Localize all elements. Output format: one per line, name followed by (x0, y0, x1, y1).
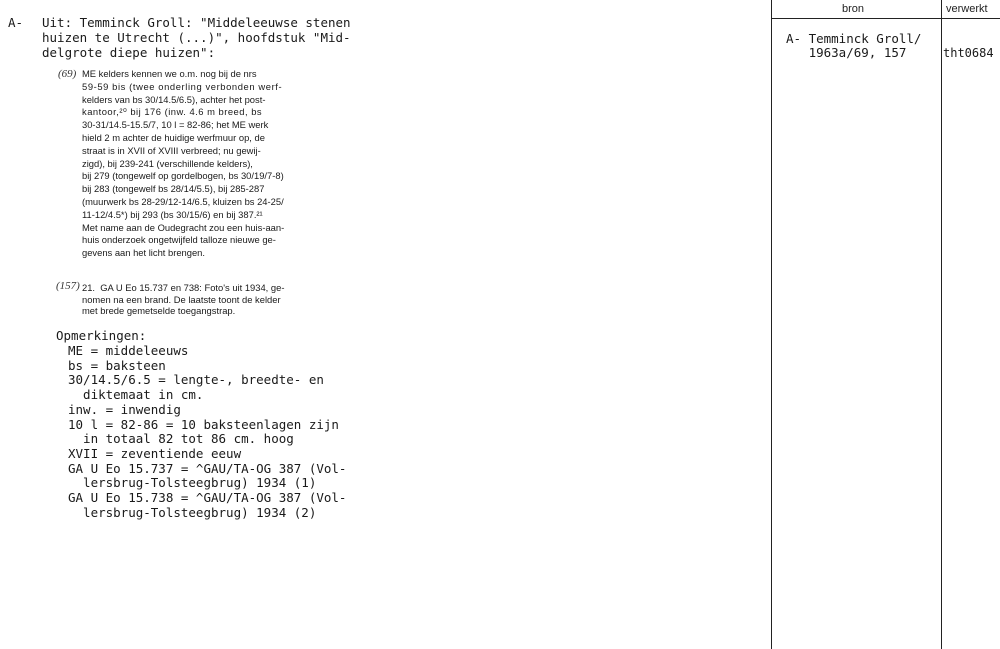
excerpt-line: bij 279 (tongewelf op gordelbogen, bs 30/19/7-8) (82, 170, 284, 182)
excerpt-line: hield 2 m achter de huidige werfmuur op, de (82, 132, 265, 143)
excerpt-line: kantoor,²⁰ bij 176 (inw. 4.6 m breed, bs (82, 106, 263, 118)
excerpt-line: ME kelders kennen we o.m. nog bij de nrs (82, 68, 257, 79)
source-marker: A- (8, 15, 24, 30)
excerpt-line: kelders van bs 30/14.5/6.5), achter het post- (82, 93, 266, 105)
excerpt-line: 59-59 bis (twee onderling verbonden werf- (82, 80, 283, 92)
source-line: Uit: Temminck Groll: "Middeleeuwse stenen (42, 15, 351, 30)
excerpt-line: straat is in XVII of XVIII verbreed; nu gewij- (82, 144, 261, 156)
excerpt-line: gevens aan het licht brengen. (82, 247, 206, 259)
bron-line: A- Temminck Groll/ (786, 31, 922, 46)
source-line: huizen te Utrecht (...)", hoofdstuk "Mid- (42, 30, 351, 45)
remark-line: in totaal 82 tot 86 cm. hoog (68, 431, 294, 447)
excerpt-page-marker: (69) (58, 68, 77, 80)
column-divider-main (771, 0, 772, 649)
footnote-line: nomen na een brand. De laatste toont de kelder (82, 293, 281, 305)
footnote-line: met brede gemetselde toegangstrap. (82, 305, 236, 316)
bron-line: 1963a/69, 157 (786, 45, 907, 60)
remark-line: 30/14.5/6.5 = lengte-, breedte- en (68, 372, 324, 388)
remark-line: lersbrug-Tolsteegbrug) 1934 (2) (68, 504, 317, 520)
header-verwerkt: verwerkt (946, 3, 988, 15)
column-divider-verwerkt (941, 0, 942, 649)
excerpt-line: (muurwerk bs 28-29/12-14/6.5, kluizen bs 24-25/ (82, 196, 284, 207)
remark-line: 10 l = 82-86 = 10 baksteenlagen zijn (68, 416, 339, 432)
excerpt-line: Met name aan de Oudegracht zou een huis-aan- (82, 221, 285, 233)
remark-line: lersbrug-Tolsteegbrug) 1934 (1) (68, 475, 317, 491)
source-line: delgrote diepe huizen": (42, 45, 216, 60)
excerpt-line: huis onderzoek ongetwijfeld talloze nieuwe ge- (82, 234, 276, 246)
remark-line: GA U Eo 15.737 = ^GAU/TA-OG 387 (Vol- (68, 460, 347, 476)
remark-line: ME = middeleeuws (68, 343, 189, 358)
excerpt-line: 11-12/4.5*) bij 293 (bs 30/15/6) en bij 387.²¹ (82, 208, 263, 220)
remark-line: XVII = zeventiende eeuw (68, 445, 242, 461)
remark-line: GA U Eo 15.738 = ^GAU/TA-OG 387 (Vol- (68, 490, 347, 505)
footnote-page-marker: (157) (56, 280, 80, 292)
excerpt-line: zigd), bij 239-241 (verschillende kelders), (82, 157, 253, 169)
header-rule (771, 18, 1000, 19)
excerpt-line: bij 283 (tongewelf bs 28/14/5.5), bij 285-287 (82, 183, 265, 195)
excerpt-line: 30-31/14.5-15.5/7, 10 l = 82-86; het ME werk (82, 119, 269, 131)
remark-line: bs = baksteen (68, 357, 166, 373)
remark-line: diktemaat in cm. (68, 387, 204, 403)
footnote-line: 21. GA U Eo 15.737 en 738: Foto's uit 1934, ge- (82, 282, 285, 293)
verwerkt-code: tht0684 (943, 46, 994, 60)
remark-line: inw. = inwendig (68, 401, 181, 417)
header-bron: bron (842, 3, 865, 15)
remarks-heading: Opmerkingen: (56, 328, 147, 343)
